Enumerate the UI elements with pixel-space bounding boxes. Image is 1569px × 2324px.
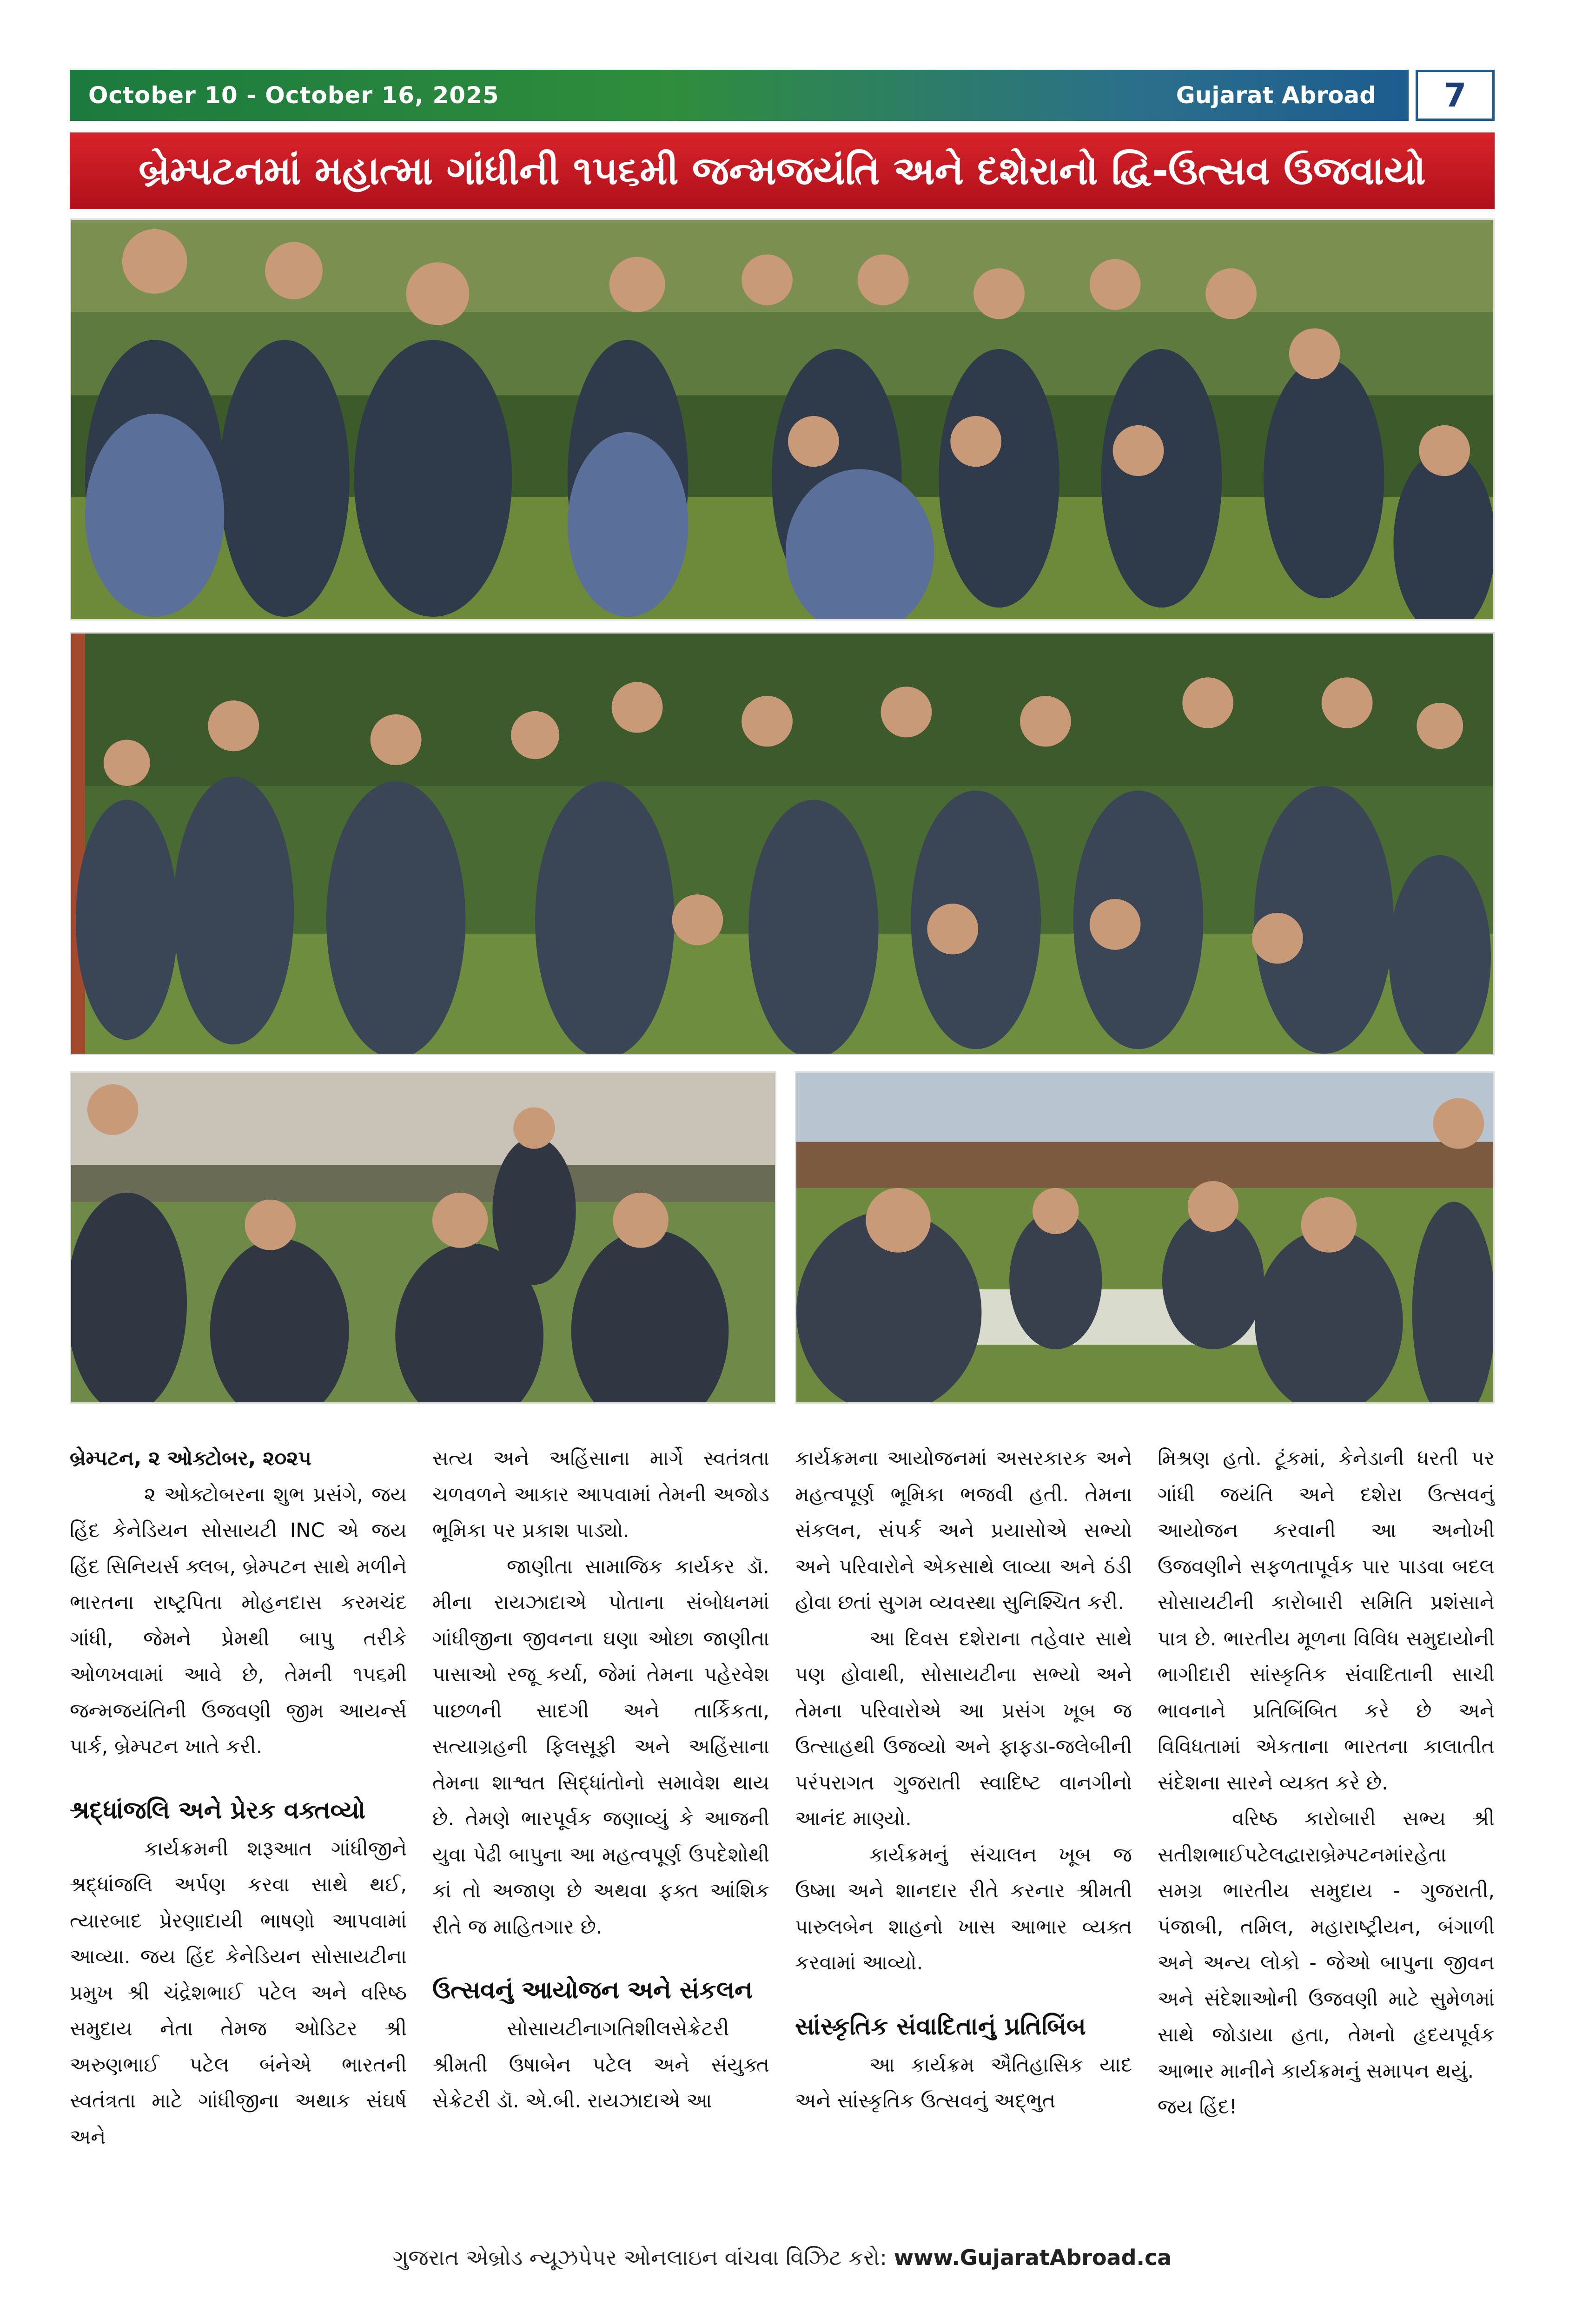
footer-text: ગુજરાત એબ્રોડ ન્યૂઝપેપર ઓનલાઇન વાંચવા વિઝિટ કરો: (392, 2245, 894, 2270)
dining-photo-1 (70, 1071, 776, 1404)
dateline: બ્રેમ્પટન, ૨ ઓક્ટોબર, ૨૦૨૫ (70, 1447, 311, 1470)
group-photo-2 (70, 632, 1495, 1055)
paragraph: ૨ ઓક્ટોબરના શુભ પ્રસંગે, જય હિંદ કેનેડિયન સોસાયટી INC એ જય હિંદ સિનિયર્સ ક્લબ, બ્રેમ્પટન સાથે મળીને ભારતના રાષ્ટ્રપિતા મોહનદાસ કરમચંદ ગાંધી, જેમને પ્રેમથી બાપુ તરીકે ઓળખવામાં આવે છે, તેમની ૧૫૬મી જન્મજયંતિની ઉજવણી જીમ આયર્ન્સ પાર્ક, બ્રેમ્પટન ખાતે કરી. (70, 1483, 407, 1758)
page-footer (70, 2245, 1495, 2282)
issue-date-range: October 10 - October 16, 2025 (88, 82, 499, 109)
section-heading: શ્રદ્ધાંજલિ અને પ્રેરક વક્તવ્યો (70, 1796, 366, 1824)
section-heading: સાંસ્કૃતિક સંવાદિતાનું પ્રતિબિંબ (795, 2012, 1086, 2040)
article-column-3 (795, 1441, 1132, 2203)
paragraph: સત્ય અને અહિંસાના માર્ગે સ્વતંત્રતા ચળવળને આકાર આપવામાં તેમની અજોડ ભૂમિકા પર પ્રકાશ પાડ્યો. (432, 1447, 769, 1542)
group-photo-1 (70, 218, 1495, 621)
paragraph: વરિષ્ઠ કારોબારી સભ્ય શ્રી સતીશભાઈપટેલદ્વારાબ્રેમ્પટનમાંરહેતા સમગ્ર ભારતીય સમુદાય - ગુજરાતી, પંજાબી, તમિલ, મહારાષ્ટ્રીયન, બંગાળી અને અન્ય લોકો - જેઓ બાપુના જીવન અને સંદેશાઓની ઉજવણી માટે સુમેળમાં સાથે જોડાયા હતા, તેમનો હૃદયપૂર્વક આભાર માનીને કાર્યક્રમનું સમાપન થયું. (1158, 1807, 1495, 2083)
website-link[interactable]: www.GujaratAbroad.ca (894, 2245, 1172, 2270)
article-column-1 (70, 1441, 407, 2203)
paragraph: આ કાર્યક્રમ ઐતિહાસિક યાદ અને સાંસ્કૃતિક ઉત્સવનું અદ્ભુત (795, 2053, 1132, 2113)
article-column-2 (432, 1441, 769, 2203)
paragraph: કાર્યક્રમનું સંચાલન ખૂબ જ ઉષ્મા અને શાનદાર રીતે કરનાર શ્રીમતી પારુલબેન શાહનો ખાસ આભાર વ્યક્ત કરવામાં આવ્યો. (795, 1843, 1132, 1974)
closing-line: જય હિંદ! (1158, 2095, 1238, 2119)
page-number: 7 (1416, 70, 1495, 121)
paragraph: સોસાયટીનાગતિશીલસેક્રેટરી શ્રીમતી ઉષાબેન પટેલ અને સંયુક્ત સેક્રેટરી ડૉ. એ.બી. રાયઝાદાએ આ (432, 2017, 769, 2113)
newspaper-name: Gujarat Abroad (1176, 82, 1376, 109)
paragraph: મિશ્રણ હતો. ટૂંકમાં, કેનેડાની ધરતી પર ગાંધી જયંતિ અને દશેરા ઉત્સવનું આયોજન કરવાની આ અનોખી ઉજવણીને સફળતાપૂર્વક પાર પાડવા બદલ સોસાયટીની કારોબારી સમિતિ પ્રશંસાને પાત્ર છે. ભારતીય મૂળના વિવિધ સમુદાયોની ભાગીદારી સાંસ્કૃતિક સંવાદિતાની સાચી ભાવનાને પ્રતિબિંબિત કરે છે અને વિવિધતામાં એકતાના ભારતના કાલાતીત સંદેશના સારને વ્યક્ત કરે છે. (1158, 1447, 1495, 1795)
article-column-4 (1158, 1441, 1495, 2203)
paragraph: કાર્યક્રમની શરૂઆત ગાંધીજીને શ્રદ્ધાંજલિ અર્પણ કરવા સાથે થઈ, ત્યારબાદ પ્રેરણાદાયી ભાષણો આપવામાં આવ્યા. જય હિંદ કેનેડિયન સોસાયટીના પ્રમુખ શ્રી ચંદ્રેશભાઈ પટેલ અને વરિષ્ઠ સમુદાય નેતા તેમજ ઓડિટર શ્રી અરુણભાઈ પટેલ બંનેએ ભારતની સ્વતંત્રતા માટે ગાંધીજીના અથાક સંઘર્ષ અને (70, 1837, 407, 2149)
section-heading: ઉત્સવનું આયોજન અને સંકલન (432, 1976, 753, 2004)
page-header-bar (70, 70, 1409, 121)
headline: બ્રેમ્પટનમાં મહાત્મા ગાંધીની ૧૫૬મી જન્મજયંતિ અને દશેરાનો દ્વિ-ઉત્સવ ઉજવાયો (70, 132, 1495, 209)
paragraph: જાણીતા સામાજિક કાર્યકર ડૉ. મીના રાયઝાદાએ પોતાના સંબોધનમાં ગાંધીજીના જીવનના ઘણા ઓછા જાણીતા પાસાઓ રજૂ કર્યા, જેમાં તેમના પહેરવેશ પાછળની સાદગી અને તાર્કિકતા, સત્યાગ્રહની ફિલસૂફી અને અહિંસાના તેમના શાશ્વત સિદ્ધાંતોનો સમાવેશ થાય છે. તેમણે ભારપૂર્વક જણાવ્યું કે આજની યુવા પેઢી બાપુના આ મહત્વપૂર્ણ ઉપદેશોથી કાં તો અજાણ છે અથવા ફક્ત આંશિક રીતે જ માહિતગાર છે. (432, 1555, 769, 1939)
dining-photo-2 (795, 1071, 1495, 1404)
paragraph: કાર્યક્રમના આયોજનમાં અસરકારક અને મહત્વપૂર્ણ ભૂમિકા ભજવી હતી. તેમના સંકલન, સંપર્ક અને પ્રયાસોએ સભ્યો અને પરિવારોને એકસાથે લાવ્યા અને ઠંડી હોવા છતાં સુગમ વ્યવસ્થા સુનિશ્ચિત કરી. (795, 1447, 1132, 1614)
paragraph: આ દિવસ દશેરાના તહેવાર સાથે પણ હોવાથી, સોસાયટીના સભ્યો અને તેમના પરિવારોએ આ પ્રસંગ ખૂબ જ ઉત્સાહથી ઉજવ્યો અને ફાફડા-જલેબીની પરંપરાગત ગુજરાતી સ્વાદિષ્ટ વાનગીનો આનંદ માણ્યો. (795, 1627, 1132, 1830)
